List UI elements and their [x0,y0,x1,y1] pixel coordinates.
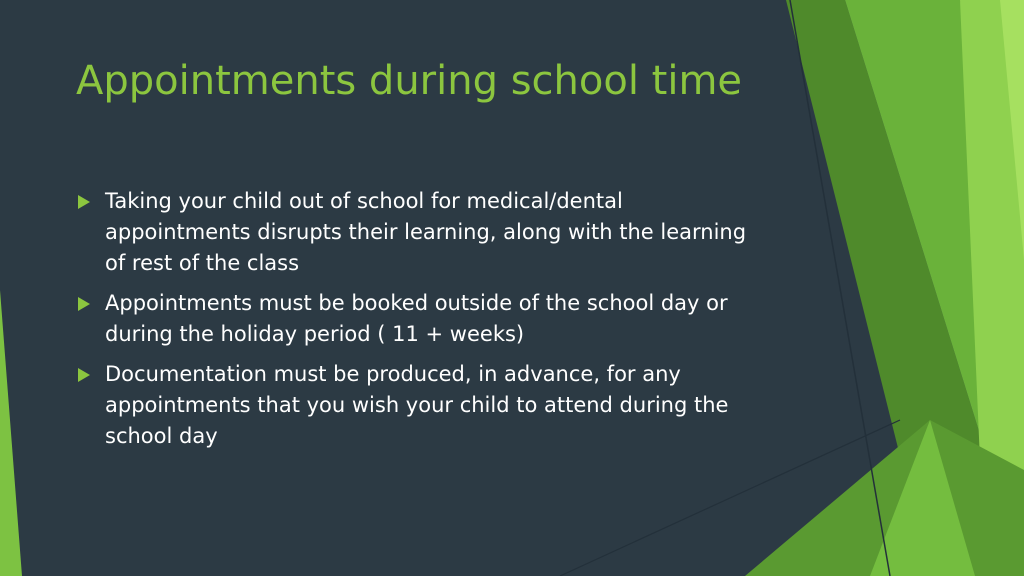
list-item [76,186,766,279]
bullet-list [76,186,766,461]
bullet-text: Documentation must be produced, in advance, for any appointments that you wish your child to attend during the school day [105,362,729,448]
list-item [76,288,766,350]
triangle-right-icon [78,195,90,209]
slide-title: Appointments during school time [76,58,743,104]
triangle-right-icon [78,368,90,382]
bullet-text: Appointments must be booked outside of the school day or during the holiday period ( 11 + weeks) [105,291,728,346]
left-green-sliver [0,290,22,576]
bullet-text: Taking your child out of school for medical/dental appointments disrupts their learning, along with the learning of rest of the class [105,189,747,275]
triangle-right-icon [78,297,90,311]
list-item [76,359,766,452]
